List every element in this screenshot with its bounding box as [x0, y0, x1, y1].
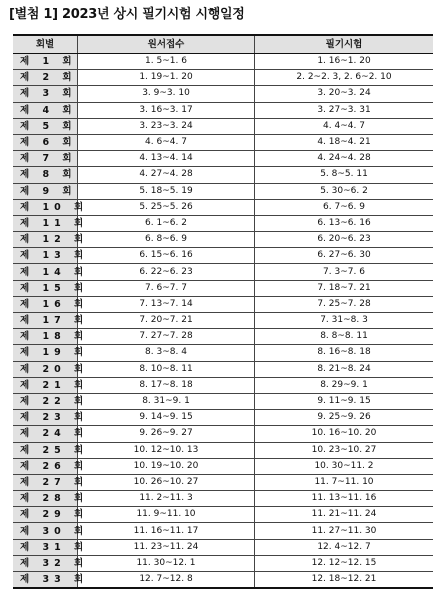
application-period-cell: 4. 13~4. 14 — [78, 151, 255, 167]
table-row — [13, 361, 433, 377]
table-row — [13, 442, 433, 458]
exam-period-cell: 8. 29~9. 1 — [255, 377, 434, 393]
exam-period-cell: 12. 12~12. 15 — [255, 555, 434, 571]
exam-period-cell: 7. 31~8. 3 — [255, 313, 434, 329]
table-row — [13, 70, 433, 86]
round-cell: 제 4 회 — [13, 102, 78, 118]
exam-period-cell: 8. 21~8. 24 — [255, 361, 434, 377]
table-row — [13, 264, 433, 280]
application-period-cell: 6. 22~6. 23 — [78, 264, 255, 280]
round-cell: 제 11 회 — [13, 215, 78, 231]
application-period-cell: 8. 3~8. 4 — [78, 345, 255, 361]
table-row — [13, 426, 433, 442]
round-cell: 제 10 회 — [13, 199, 78, 215]
round-cell: 제 16 회 — [13, 296, 78, 312]
round-cell: 제 24 회 — [13, 426, 78, 442]
exam-period-cell: 5. 30~6. 2 — [255, 183, 434, 199]
round-cell: 제 14 회 — [13, 264, 78, 280]
round-cell: 제 21 회 — [13, 377, 78, 393]
table-row — [13, 474, 433, 490]
exam-period-cell: 6. 13~6. 16 — [255, 215, 434, 231]
application-period-cell: 7. 6~7. 7 — [78, 280, 255, 296]
exam-period-cell: 9. 11~9. 15 — [255, 393, 434, 409]
application-period-cell: 8. 17~8. 18 — [78, 377, 255, 393]
application-period-cell: 3. 16~3. 17 — [78, 102, 255, 118]
document-title: [별첨 1] 2023년 상시 필기시험 시행일정 — [9, 7, 245, 22]
header-exam: 필기시험 — [255, 35, 434, 54]
application-period-cell: 1. 19~1. 20 — [78, 70, 255, 86]
table-row — [13, 329, 433, 345]
round-cell: 제 13 회 — [13, 248, 78, 264]
header-row — [13, 35, 433, 54]
exam-period-cell: 11. 27~11. 30 — [255, 523, 434, 539]
exam-period-cell: 4. 18~4. 21 — [255, 134, 434, 150]
table-row — [13, 313, 433, 329]
table-row — [13, 134, 433, 150]
table-row — [13, 167, 433, 183]
exam-period-cell: 3. 20~3. 24 — [255, 86, 434, 102]
application-period-cell: 6. 1~6. 2 — [78, 215, 255, 231]
exam-period-cell: 6. 7~6. 9 — [255, 199, 434, 215]
round-cell: 제 15 회 — [13, 280, 78, 296]
application-period-cell: 4. 6~4. 7 — [78, 134, 255, 150]
table-row — [13, 102, 433, 118]
exam-period-cell: 12. 4~12. 7 — [255, 539, 434, 555]
table-header — [13, 35, 433, 54]
exam-period-cell: 11. 7~11. 10 — [255, 474, 434, 490]
round-cell: 제 9 회 — [13, 183, 78, 199]
application-period-cell: 5. 25~5. 26 — [78, 199, 255, 215]
application-period-cell: 8. 31~9. 1 — [78, 393, 255, 409]
round-cell: 제 5 회 — [13, 118, 78, 134]
table-row — [13, 118, 433, 134]
application-period-cell: 11. 23~11. 24 — [78, 539, 255, 555]
exam-period-cell: 2. 2~2. 3, 2. 6~2. 10 — [255, 70, 434, 86]
table-row — [13, 555, 433, 571]
round-cell: 제 19 회 — [13, 345, 78, 361]
exam-period-cell: 7. 18~7. 21 — [255, 280, 434, 296]
application-period-cell: 3. 23~3. 24 — [78, 118, 255, 134]
table-row — [13, 393, 433, 409]
table-row — [13, 248, 433, 264]
table-row — [13, 491, 433, 507]
exam-schedule-table — [13, 34, 433, 589]
round-cell: 제 26 회 — [13, 458, 78, 474]
application-period-cell: 11. 16~11. 17 — [78, 523, 255, 539]
exam-period-cell: 7. 3~7. 6 — [255, 264, 434, 280]
exam-period-cell: 4. 24~4. 28 — [255, 151, 434, 167]
round-cell: 제 25 회 — [13, 442, 78, 458]
exam-period-cell: 1. 16~1. 20 — [255, 54, 434, 70]
application-period-cell: 9. 26~9. 27 — [78, 426, 255, 442]
table-row — [13, 183, 433, 199]
round-cell: 제 8 회 — [13, 167, 78, 183]
round-cell: 제 27 회 — [13, 474, 78, 490]
application-period-cell: 10. 26~10. 27 — [78, 474, 255, 490]
table-row — [13, 345, 433, 361]
application-period-cell: 7. 20~7. 21 — [78, 313, 255, 329]
round-cell: 제 31 회 — [13, 539, 78, 555]
round-cell: 제 7 회 — [13, 151, 78, 167]
application-period-cell: 10. 19~10. 20 — [78, 458, 255, 474]
exam-period-cell: 10. 30~11. 2 — [255, 458, 434, 474]
table-row — [13, 280, 433, 296]
application-period-cell: 3. 9~3. 10 — [78, 86, 255, 102]
header-round: 회별 — [13, 35, 78, 54]
exam-period-cell: 10. 16~10. 20 — [255, 426, 434, 442]
exam-period-cell: 4. 4~4. 7 — [255, 118, 434, 134]
exam-period-cell: 3. 27~3. 31 — [255, 102, 434, 118]
exam-period-cell: 5. 8~5. 11 — [255, 167, 434, 183]
application-period-cell: 11. 2~11. 3 — [78, 491, 255, 507]
application-period-cell: 6. 15~6. 16 — [78, 248, 255, 264]
round-cell: 제 18 회 — [13, 329, 78, 345]
round-cell: 제 22 회 — [13, 393, 78, 409]
exam-period-cell: 11. 21~11. 24 — [255, 507, 434, 523]
table-row — [13, 296, 433, 312]
table-body — [13, 54, 433, 589]
round-cell: 제 28 회 — [13, 491, 78, 507]
application-period-cell: 7. 27~7. 28 — [78, 329, 255, 345]
round-cell: 제 30 회 — [13, 523, 78, 539]
round-cell: 제 3 회 — [13, 86, 78, 102]
table-row — [13, 232, 433, 248]
round-cell: 제 29 회 — [13, 507, 78, 523]
table-row — [13, 523, 433, 539]
round-cell: 제 17 회 — [13, 313, 78, 329]
round-cell: 제 2 회 — [13, 70, 78, 86]
table-row — [13, 86, 433, 102]
exam-period-cell: 6. 20~6. 23 — [255, 232, 434, 248]
application-period-cell: 8. 10~8. 11 — [78, 361, 255, 377]
exam-period-cell: 12. 18~12. 21 — [255, 572, 434, 589]
round-cell: 제 20 회 — [13, 361, 78, 377]
table-row — [13, 151, 433, 167]
round-cell: 제 32 회 — [13, 555, 78, 571]
exam-period-cell: 8. 16~8. 18 — [255, 345, 434, 361]
table-row — [13, 458, 433, 474]
application-period-cell: 6. 8~6. 9 — [78, 232, 255, 248]
table-row — [13, 572, 433, 589]
table-row — [13, 199, 433, 215]
round-cell: 제 12 회 — [13, 232, 78, 248]
application-period-cell: 9. 14~9. 15 — [78, 410, 255, 426]
round-cell: 제 23 회 — [13, 410, 78, 426]
application-period-cell: 11. 9~11. 10 — [78, 507, 255, 523]
application-period-cell: 10. 12~10. 13 — [78, 442, 255, 458]
table-row — [13, 215, 433, 231]
application-period-cell: 12. 7~12. 8 — [78, 572, 255, 589]
table-row — [13, 54, 433, 70]
application-period-cell: 4. 27~4. 28 — [78, 167, 255, 183]
round-cell: 제 33 회 — [13, 572, 78, 589]
round-cell: 제 6 회 — [13, 134, 78, 150]
exam-period-cell: 7. 25~7. 28 — [255, 296, 434, 312]
exam-period-cell: 10. 23~10. 27 — [255, 442, 434, 458]
table-row — [13, 410, 433, 426]
exam-period-cell: 9. 25~9. 26 — [255, 410, 434, 426]
header-application: 원서접수 — [78, 35, 255, 54]
exam-period-cell: 8. 8~8. 11 — [255, 329, 434, 345]
application-period-cell: 5. 18~5. 19 — [78, 183, 255, 199]
table-row — [13, 539, 433, 555]
round-cell: 제 1 회 — [13, 54, 78, 70]
application-period-cell: 1. 5~1. 6 — [78, 54, 255, 70]
application-period-cell: 7. 13~7. 14 — [78, 296, 255, 312]
application-period-cell: 11. 30~12. 1 — [78, 555, 255, 571]
exam-period-cell: 6. 27~6. 30 — [255, 248, 434, 264]
table-row — [13, 507, 433, 523]
exam-period-cell: 11. 13~11. 16 — [255, 491, 434, 507]
table-row — [13, 377, 433, 393]
